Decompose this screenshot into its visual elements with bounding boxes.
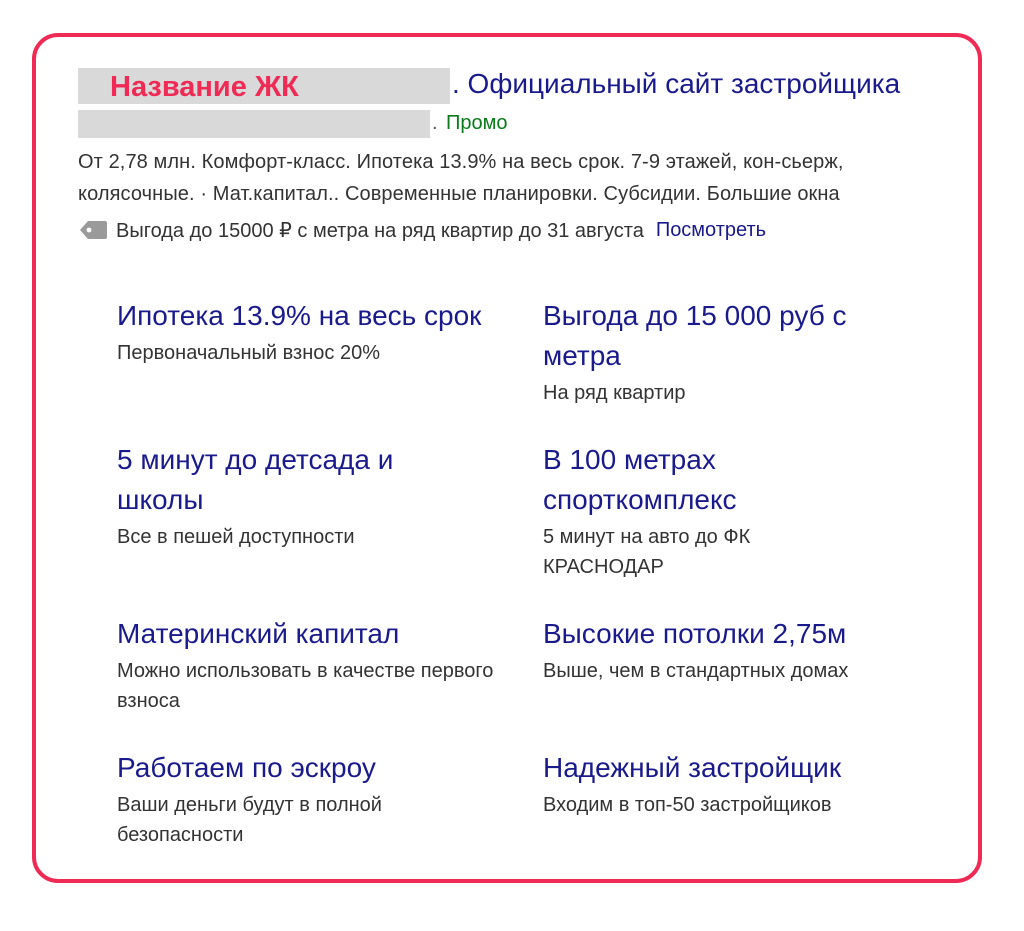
sitelink-desc: Входим в топ-50 застройщиков [543, 794, 832, 816]
sitelink-title[interactable]: Надежный застройщик [543, 752, 842, 783]
url-redaction [78, 110, 430, 138]
sitelink-title[interactable]: Работаем по эскроу [117, 752, 376, 783]
sitelink-mortgage [117, 296, 517, 368]
sitelink-developer [543, 748, 943, 820]
promo-offer [78, 215, 958, 245]
ad-description: От 2,78 млн. Комфорт-класс. Ипотека 13.9% на весь срок. 7-9 этажей, кон-сьерж, колясочные. · Мат.капитал.. Современные планировки. Субсидии. Большие окна [78, 151, 844, 205]
sitelink-desc: На ряд квартир [543, 382, 686, 404]
sitelink-sport [543, 440, 843, 582]
ad-url-row [78, 106, 958, 138]
title-project-name: Название ЖК [110, 71, 299, 103]
promo-offer-text: Выгода до 15000 ₽ с метра на ряд квартир до 31 августа [116, 219, 644, 242]
sitelink-title[interactable]: В 100 метрах спорткомплекс [543, 444, 737, 515]
sitelink-title[interactable]: Высокие потолки 2,75м [543, 618, 847, 649]
promo-view-link[interactable]: Посмотреть [655, 218, 767, 241]
sitelink-desc: Все в пешей доступности [117, 526, 355, 548]
sitelink-ceilings [543, 614, 943, 686]
sitelink-school [117, 440, 437, 552]
sitelink-desc: Первоначальный взнос 20% [117, 342, 380, 364]
sitelink-desc: 5 минут на авто до ФК КРАСНОДАР [543, 526, 751, 578]
sitelink-desc: Можно использовать в качестве первого взноса [117, 660, 494, 712]
sitelink-escrow [117, 748, 457, 850]
search-ad [78, 64, 958, 245]
sitelink-title[interactable]: Выгода до 15 000 руб с метра [543, 300, 847, 371]
sitelink-discount [543, 296, 913, 408]
sitelink-maternity [117, 614, 497, 716]
sitelink-title[interactable]: Материнский капитал [117, 618, 400, 649]
sitelink-title[interactable]: Ипотека 13.9% на весь срок [117, 300, 482, 331]
ad-title-link[interactable]: . Официальный сайт застройщика [452, 68, 901, 99]
sitelink-desc: Ваши деньги будут в полной безопасности [117, 794, 382, 846]
sitelink-desc: Выше, чем в стандартных домах [543, 660, 849, 682]
promo-label: Промо [446, 112, 508, 134]
sitelink-title[interactable]: 5 минут до детсада и школы [117, 444, 394, 515]
ad-title-row [78, 64, 958, 106]
url-separator: . [432, 112, 438, 134]
tag-icon [78, 218, 108, 242]
